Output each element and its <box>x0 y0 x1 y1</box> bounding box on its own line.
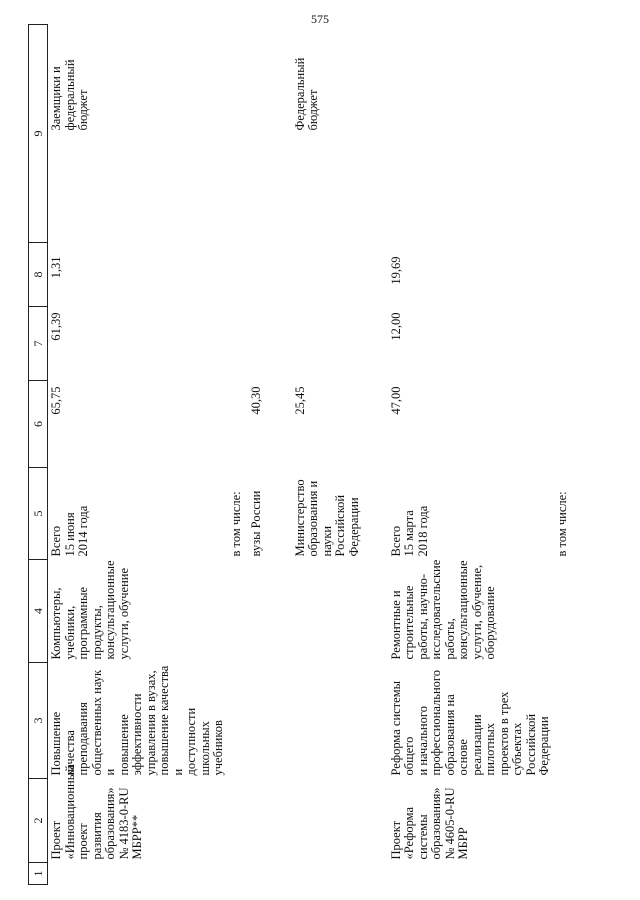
header-col-3: 3 <box>29 663 48 779</box>
cell-amount-col-6 <box>554 381 574 468</box>
table-row <box>248 25 292 885</box>
cell-recipient: Министерство образования и науки Российской Федерации <box>292 479 361 557</box>
header-col-5: 5 <box>29 468 48 560</box>
cell-amount-col-7 <box>228 307 248 381</box>
table-row <box>388 25 554 885</box>
cell-recipient: вузы России <box>248 490 263 557</box>
cell-amount-col-7 <box>248 307 292 381</box>
cell-procurement <box>248 560 292 663</box>
cell-recipient: в том числе: <box>228 491 243 557</box>
table-row <box>48 25 228 885</box>
cell-amount-col-8 <box>248 243 292 307</box>
header-col-8: 8 <box>29 243 48 307</box>
cell-project-name <box>292 779 388 863</box>
cell-project-name <box>248 779 292 863</box>
cell-project-name <box>228 779 248 863</box>
header-col-1: 1 <box>29 863 48 885</box>
cell-recipient: Всего 15 марта 2018 года <box>388 505 430 557</box>
cell-amount-col-8 <box>292 243 388 307</box>
cell-amount-col-8 <box>554 243 574 307</box>
cell-amount-col-7: 12,00 <box>388 312 403 341</box>
cell-col-1 <box>48 863 228 885</box>
header-col-9: 9 <box>29 25 48 243</box>
cell-procurement: Ремонтные и строительные работы, научно- исследовательские работы, консультационные услуги, обучение, оборудование <box>388 559 497 660</box>
cell-amount-col-6: 40,30 <box>248 386 263 415</box>
cell-procurement <box>228 560 248 663</box>
table-row <box>228 25 248 885</box>
cell-col-1 <box>248 863 292 885</box>
cell-funding-source <box>228 25 248 243</box>
cell-project-name: Проект «Инновационный проект развития образования» № 4183-0-RU МБРР** <box>49 765 144 860</box>
cell-project-goal <box>554 663 574 779</box>
cell-recipient: Всего 15 июня 2014 года <box>49 505 90 557</box>
cell-col-1 <box>292 863 388 885</box>
table-row <box>292 25 388 885</box>
cell-project-goal: Реформа системы общего и начального профессионального образования на основе реализации пилотных проектов в трех субъектах Российской Федерации <box>388 670 551 776</box>
cell-project-goal <box>228 663 248 779</box>
cell-funding-source: Заемщики и федеральный бюджет <box>49 59 90 131</box>
cell-funding-source <box>248 25 292 243</box>
column-number-header <box>29 25 48 885</box>
cell-project-goal <box>292 663 388 779</box>
header-col-4: 4 <box>29 560 48 663</box>
page-number: 575 <box>311 12 329 26</box>
cell-amount-col-8 <box>228 243 248 307</box>
rotated-table-sheet <box>28 25 613 885</box>
cell-col-1 <box>228 863 248 885</box>
cell-col-1 <box>554 863 574 885</box>
cell-amount-col-6: 65,75 <box>49 386 63 415</box>
header-col-2: 2 <box>29 779 48 863</box>
cell-col-1 <box>388 863 554 885</box>
cell-procurement <box>292 560 388 663</box>
cell-procurement <box>554 560 574 663</box>
data-table <box>28 24 574 885</box>
cell-amount-col-6: 25,45 <box>292 386 307 415</box>
cell-amount-col-8: 1,31 <box>49 256 63 279</box>
header-col-7: 7 <box>29 307 48 381</box>
cell-project-name <box>554 779 574 863</box>
cell-amount-col-7 <box>292 307 388 381</box>
cell-recipient: в том числе: <box>554 491 569 557</box>
table-row <box>554 25 574 885</box>
cell-funding-source: Федеральный бюджет <box>292 57 320 131</box>
cell-project-name: Проект «Реформа системы образования» № 4605-0-RU МБРР <box>388 787 470 860</box>
cell-amount-col-8: 19,69 <box>388 256 403 285</box>
cell-funding-source <box>554 25 574 243</box>
cell-funding-source <box>388 25 554 243</box>
cell-project-goal <box>248 663 292 779</box>
cell-amount-col-7: 61,39 <box>49 312 63 341</box>
cell-amount-col-6: 47,00 <box>388 386 403 415</box>
cell-project-goal: Повышение качества преподавания общественных наук и повышение эффективности управления в вузах, повышение качества и доступности школьных учебников <box>49 665 225 776</box>
cell-amount-col-7 <box>554 307 574 381</box>
header-col-6: 6 <box>29 381 48 468</box>
cell-procurement: Компьютеры, учебники, программные продукты, консультационные услуги, обучение <box>49 560 131 660</box>
cell-amount-col-6 <box>228 381 248 468</box>
